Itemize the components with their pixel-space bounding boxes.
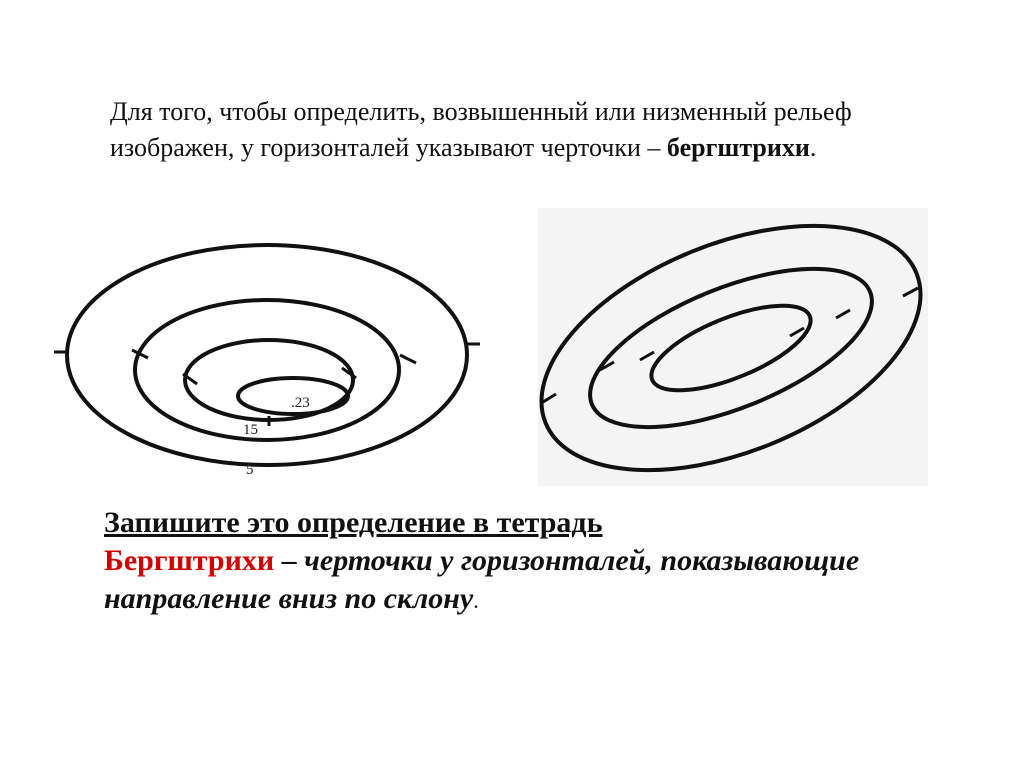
intro-term: бергштрихи [666, 133, 810, 162]
contour-label-5: 5 [246, 462, 254, 478]
definition-end: . [473, 588, 479, 613]
intro-paragraph [110, 94, 900, 166]
intro-end: . [809, 133, 817, 162]
contour-label-15: 15 [243, 422, 258, 438]
task-title: Запишите это определение в тетрадь [104, 506, 603, 539]
definition-dash: – [274, 544, 305, 577]
definition-text [104, 542, 924, 620]
contour-hill-image [538, 208, 928, 486]
contour-depression-image [50, 230, 490, 490]
intro-text: Для того, чтобы определить, возвышенный или низменный рельеф изображен, у горизонталей указывают черточки – [110, 97, 852, 162]
definition-term: Бергштрихи [104, 544, 275, 577]
hill-contour-inner [641, 288, 821, 407]
hill-contour-outer [538, 208, 928, 486]
definition-block [104, 504, 924, 620]
hill-contour-middle [569, 236, 892, 460]
contour-figure-depression [50, 230, 490, 490]
contour-line-outer [67, 245, 467, 465]
definition-body: черточки у горизонталей, показывающие направление вниз по склону [104, 544, 860, 615]
contour-label-23: .23 [291, 395, 310, 411]
contour-figure-hill [538, 208, 928, 486]
